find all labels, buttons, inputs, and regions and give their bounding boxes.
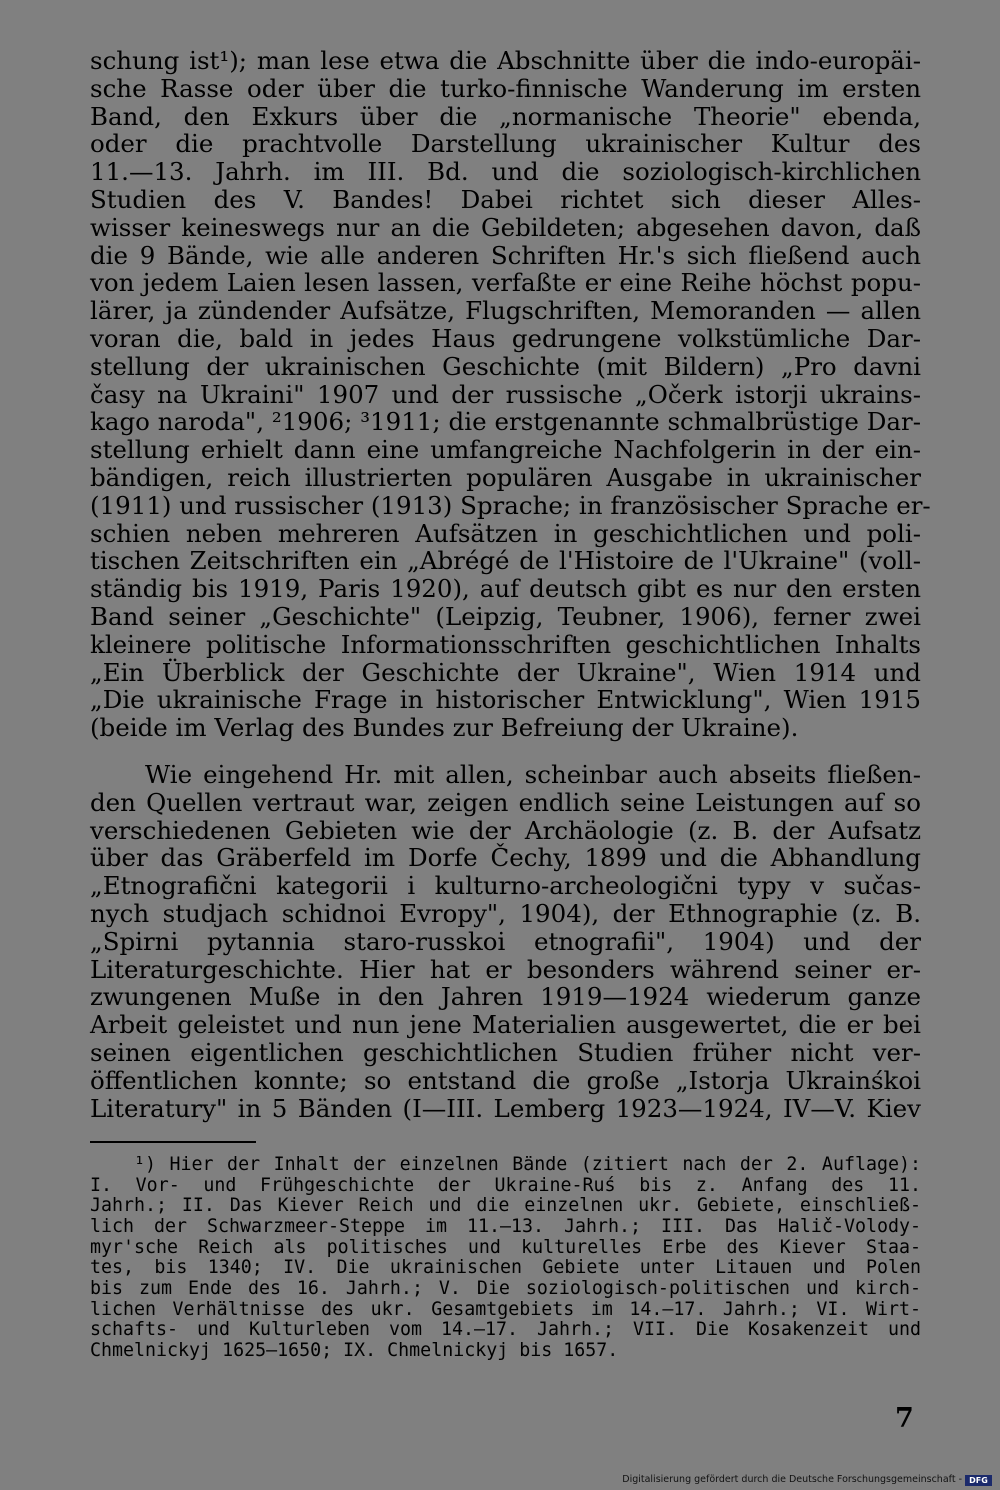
text-line: „Ein Überblick der Geschichte der Ukraine", Wien 1914 und — [90, 657, 921, 687]
text-line: wisser keineswegs nur an die Gebildeten; abgesehen davon, daß — [90, 212, 921, 242]
text-line: „Spirni pytannia staro-russkoi etnografii", 1904) und der — [90, 926, 921, 956]
text-line: Band seiner „Geschichte" (Leipzig, Teubner, 1906), ferner zwei — [90, 602, 921, 631]
text-line: Band, den Exkurs über die „normanische Theorie" ebenda, — [90, 101, 921, 131]
footnote-line: lichen Verhältnisse des ukr. Gesamtgebiets im 14.—17. Jahrh.; VI. Wirt- — [90, 1298, 921, 1320]
footnote-line: I. Vor- und Frühgeschichte der Ukraine-Ruś bis z. Anfang des 11. — [90, 1174, 921, 1196]
digitization-credit: Digitalisierung gefördert durch die Deutsche Forschungsgemeinschaft - — [622, 1474, 962, 1485]
text-line: nych studjach schidnoi Evropy", 1904), der Ethnographie (z. B. — [90, 899, 921, 928]
text-line: die 9 Bände, wie alle anderen Schriften Hr.'s sich fließend auch — [90, 240, 921, 270]
text-line: Arbeit geleistet und nun jene Materialien ausgewertet, die er bei — [90, 1010, 921, 1040]
footnote-separator — [90, 1141, 256, 1143]
footnote-line: tes, bis 1340; IV. Die ukrainischen Gebiete unter Litauen und Polen — [90, 1257, 921, 1279]
text-line: ständig bis 1919, Paris 1920), auf deutsch gibt es nur den ersten — [90, 574, 921, 604]
text-line: voran die, bald in jedes Haus gedrungene volkstümliche Dar- — [90, 324, 921, 353]
text-line: oder die prachtvolle Darstellung ukrainischer Kultur des — [90, 129, 921, 159]
text-line: lärer, ja zündender Aufsätze, Flugschriften, Memoranden — allen — [90, 296, 921, 326]
text-line: Literatury" in 5 Bänden (I—III. Lemberg 1923—1924, IV—V. Kiev — [90, 1093, 921, 1123]
text-line: zwungenen Muße in den Jahren 1919—1924 wiederum ganze — [90, 982, 921, 1012]
text-line: den Quellen vertraut war, zeigen endlich seine Leistungen auf so — [90, 787, 921, 817]
text-line: bändigen, reich illustrierten populären Ausgabe in ukrainischer — [90, 463, 921, 492]
text-line: sche Rasse oder über die turko-finnische Wanderung im ersten — [90, 73, 921, 103]
footnote-line: lich der Schwarzmeer-Steppe im 11.—13. Jahrh.; III. Das Halič-Volody- — [90, 1215, 921, 1237]
text-line: tischen Zeitschriften ein „Abrégé de l'Histoire de l'Ukraine" (voll- — [90, 546, 921, 576]
page-number: 7 — [895, 1403, 914, 1434]
text-line: schien neben mehreren Aufsätzen in geschichtlichen und poli- — [90, 518, 921, 548]
text-line: kago naroda", ²1906; ³1911; die erstgenannte schmalbrüstige Dar- — [90, 407, 921, 437]
footnote-line: bis zum Ende des 16. Jahrh.; V. Die soziologisch-politischen und kirch- — [90, 1277, 921, 1299]
text-line: „Etnografični kategorii i kulturno-archeologični typy v sučas- — [90, 871, 921, 901]
text-line: (beide im Verlag des Bundes zur Befreiung der Ukraine). — [90, 713, 799, 743]
text-line: verschiedenen Gebieten wie der Archäologie (z. B. der Aufsatz — [90, 815, 921, 845]
footnote-line: ¹) Hier der Inhalt der einzelnen Bände (zitiert nach der 2. Auflage): — [134, 1154, 921, 1175]
footnote-line: Jahrh.; II. Das Kiever Reich und die einzelnen ukr. Gebiete, einschließ- — [90, 1195, 921, 1217]
text-line: schung ist¹); man lese etwa die Abschnitte über die indo-europäi- — [90, 46, 921, 75]
text-line: časy na Ukraini" 1907 und der russische „Očerk istorji ukrains- — [90, 379, 921, 409]
footnote-line: myr'sche Reich als politisches und kulturelles Erbe des Kiever Staa- — [90, 1236, 921, 1258]
text-line: stellung der ukrainischen Geschichte (mit Bildern) „Pro davni — [90, 351, 921, 381]
text-line: stellung erhielt dann eine umfangreiche Nachfolgerin in der ein- — [90, 435, 921, 465]
text-line: 11.—13. Jahrh. im III. Bd. und die soziologisch-kirchlichen — [90, 157, 921, 187]
text-line: Wie eingehend Hr. mit allen, scheinbar auch abseits fließen- — [145, 760, 921, 789]
text-line: kleinere politische Informationsschriften geschichtlichen Inhalts — [90, 629, 921, 659]
text-line: seinen eigentlichen geschichtlichen Studien früher nicht ver- — [90, 1038, 921, 1067]
text-line: Studien des V. Bandes! Dabei richtet sich dieser Alles- — [90, 185, 921, 214]
text-line: (1911) und russischer (1913) Sprache; in französischer Sprache er- — [90, 490, 931, 520]
text-line: öffentlichen konnte; so entstand die große „Istorja Ukrainśkoi — [90, 1065, 921, 1095]
footnote-line: schafts- und Kulturleben vom 14.—17. Jahrh.; VII. Die Kosakenzeit und — [90, 1319, 921, 1341]
text-line: über das Gräberfeld im Dorfe Čechy, 1899 und die Abhandlung — [90, 843, 921, 873]
footnote-line: Chmelnickyj 1625—1650; IX. Chmelnickyj bis 1657. — [90, 1339, 619, 1361]
text-line: „Die ukrainische Frage in historischer Entwicklung", Wien 1915 — [90, 685, 921, 715]
text-line: Literaturgeschichte. Hier hat er besonders während seiner er- — [90, 954, 921, 984]
dfg-logo: DFG — [965, 1475, 992, 1486]
text-line: von jedem Laien lesen lassen, verfaßte er eine Reihe höchst popu- — [90, 268, 921, 298]
